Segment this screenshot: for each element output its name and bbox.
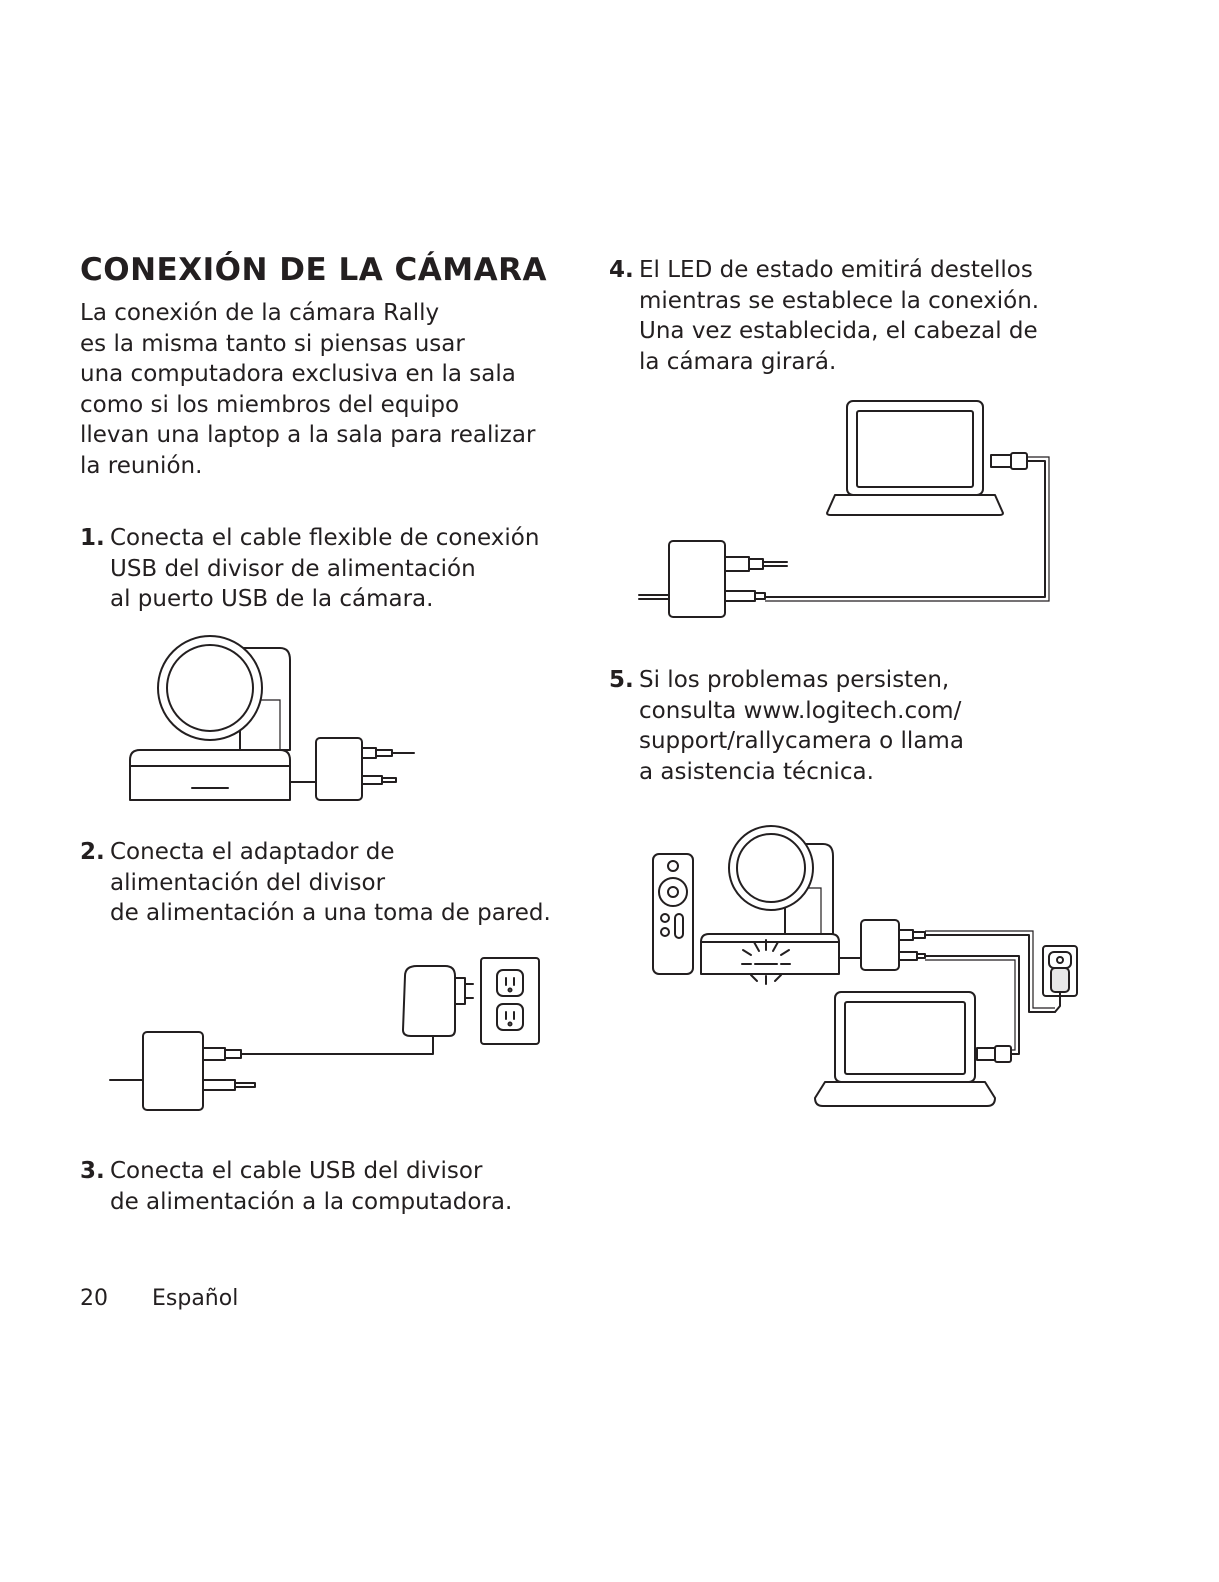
step-4 [609, 255, 1109, 377]
step-line: Conecta el cable flexible de conexión [110, 525, 540, 551]
step-line: USB del divisor de alimentación [110, 555, 476, 582]
intro-line: la reunión. [80, 452, 203, 479]
intro-line: llevan una laptop a la sala para realizar [80, 422, 536, 448]
intro-paragraph [80, 298, 570, 481]
step-number: 3. [80, 1158, 105, 1184]
step-2 [80, 837, 580, 929]
step-line: de alimentación a una toma de pared. [110, 900, 551, 926]
step-number: 1. [80, 525, 105, 551]
step-line: Conecta el cable USB del divisor [110, 1158, 483, 1184]
step-line: mientras se establece la conexión. [639, 287, 1040, 314]
intro-line: como si los miembros del equipo [80, 391, 460, 418]
step-line: alimentación del divisor [110, 869, 386, 896]
step-line: la cámara girará. [639, 348, 837, 375]
step-3 [80, 1156, 580, 1217]
step-number: 4. [609, 257, 634, 283]
step-line: de alimentación a la computadora. [110, 1188, 513, 1215]
laptop-connection-illustration [635, 395, 1055, 625]
full-setup-illustration [645, 818, 1095, 1113]
step-line: Una vez establecida, el cabezal de [639, 318, 1038, 344]
step-line: al puerto USB de la cámara. [110, 586, 434, 612]
intro-line: La conexión de la cámara Rally [80, 300, 440, 326]
page-title: CONEXIÓN DE LA CÁMARA [80, 252, 547, 288]
camera-splitter-illustration [120, 620, 430, 810]
step-number: 2. [80, 839, 105, 865]
power-adapter-illustration [105, 950, 555, 1120]
page-number: 20 [80, 1286, 108, 1311]
step-line: Si los problemas persisten, [639, 667, 950, 693]
footer-language: Español [152, 1286, 239, 1311]
step-line: consulta www.logitech.com/ [639, 697, 962, 724]
step-number: 5. [609, 667, 634, 693]
intro-line: es la misma tanto si piensas usar [80, 330, 465, 357]
step-line: Conecta el adaptador de [110, 839, 395, 865]
step-line: support/rallycamera o llama [639, 728, 964, 754]
intro-line: una computadora exclusiva en la sala [80, 361, 516, 387]
step-1 [80, 523, 580, 615]
step-5 [609, 665, 1109, 787]
step-line: El LED de estado emitirá destellos [639, 257, 1033, 283]
step-line: a asistencia técnica. [639, 758, 874, 785]
